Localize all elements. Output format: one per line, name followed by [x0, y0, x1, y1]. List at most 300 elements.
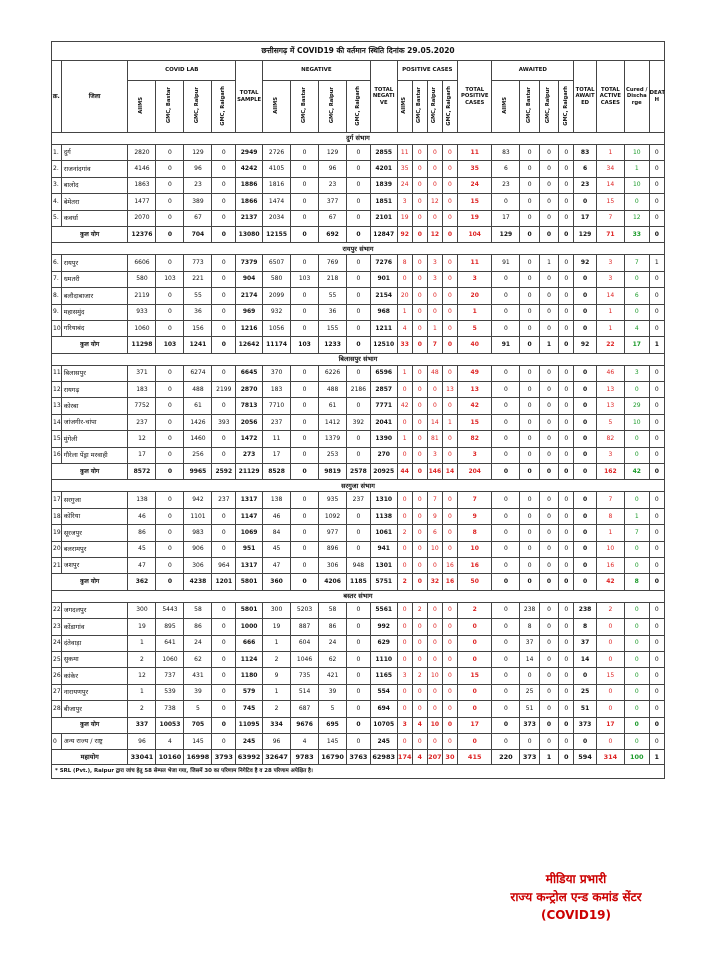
pos-raigarh-cell: 0 — [442, 668, 457, 684]
total-negative-cell: 968 — [370, 304, 397, 320]
pos-bastar-cell: 0 — [412, 733, 427, 749]
await-bastar-cell: 0 — [520, 464, 539, 480]
neg-bastar-cell: 735 — [291, 668, 319, 684]
pos-aiims-cell: 35 — [397, 161, 412, 177]
death-cell: 0 — [649, 541, 664, 557]
table-row — [52, 304, 665, 320]
district-name: कोरिया — [61, 508, 128, 524]
total-positive-cell: 11 — [457, 145, 491, 161]
division-total-row — [52, 717, 665, 733]
total-sample-cell: 1866 — [236, 194, 263, 210]
await-bastar-cell: 0 — [520, 414, 539, 430]
death-cell: 0 — [649, 398, 664, 414]
await-raigarh-cell: 0 — [559, 557, 574, 573]
lab-aiims-cell: 1477 — [128, 194, 156, 210]
pos-bastar-cell: 0 — [412, 337, 427, 353]
death-cell: 0 — [649, 288, 664, 304]
await-raigarh-cell: 0 — [559, 337, 574, 353]
death-cell: 0 — [649, 733, 664, 749]
await-aiims-cell: 0 — [492, 414, 520, 430]
pos-raigarh-cell: 0 — [442, 733, 457, 749]
total-sample-cell: 1886 — [236, 177, 263, 193]
total-active-cell: 34 — [596, 161, 624, 177]
pos-bastar-cell: 4 — [412, 717, 427, 733]
pos-raigarh-cell: 0 — [442, 194, 457, 210]
await-raipur-cell: 0 — [539, 668, 558, 684]
neg-aiims-cell: 6507 — [263, 255, 291, 271]
pos-bastar-cell: 0 — [412, 651, 427, 667]
neg-bastar-cell: 0 — [291, 304, 319, 320]
lab-bastar-cell: 0 — [156, 145, 184, 161]
table-row — [52, 431, 665, 447]
await-aiims-cell: 0 — [492, 365, 520, 381]
lab-aiims-cell: 2 — [128, 701, 156, 717]
await-raigarh-cell: 0 — [559, 684, 574, 700]
total-active-cell: 8 — [596, 508, 624, 524]
pos-aiims-cell: 8 — [397, 255, 412, 271]
serial-cell: 23. — [52, 619, 62, 635]
neg-raipur-cell: 5 — [319, 701, 347, 717]
pos-bastar-cell: 0 — [412, 288, 427, 304]
await-raipur-cell: 0 — [539, 508, 558, 524]
total-positive-cell: 20 — [457, 288, 491, 304]
total-active-cell: 2 — [596, 602, 624, 618]
table-row — [52, 684, 665, 700]
district-name: कोंडागांव — [61, 619, 128, 635]
pos-bastar-cell: 0 — [412, 492, 427, 508]
lab-aiims-cell: 45 — [128, 541, 156, 557]
pos-raigarh-cell: 13 — [442, 382, 457, 398]
neg-raigarh-cell: 0 — [347, 541, 371, 557]
lab-raigarh-cell: 0 — [212, 194, 236, 210]
pos-bastar-cell: 0 — [412, 382, 427, 398]
pos-bastar-cell: 0 — [412, 619, 427, 635]
await-raipur-cell: 0 — [539, 194, 558, 210]
pos-bastar-cell: 0 — [412, 271, 427, 287]
lab-bastar-cell: 0 — [156, 320, 184, 336]
pos-bastar-cell: 0 — [412, 447, 427, 463]
lab-raigarh-cell: 0 — [212, 684, 236, 700]
lab-bastar-cell: 0 — [156, 541, 184, 557]
lab-raipur-header: GMC, Raipur — [184, 81, 212, 133]
covid-status-sheet — [51, 41, 665, 779]
neg-bastar-cell: 0 — [291, 398, 319, 414]
death-cell: 0 — [649, 684, 664, 700]
await-bastar-cell: 0 — [520, 557, 539, 573]
lab-bastar-header: GMC, Bastar — [156, 81, 184, 133]
pos-aiims-cell: 19 — [397, 210, 412, 226]
pos-aiims-cell: 0 — [397, 733, 412, 749]
total-sample-cell: 1000 — [236, 619, 263, 635]
lab-raipur-cell: 4238 — [184, 574, 212, 590]
await-bastar-cell: 0 — [520, 525, 539, 541]
pos-raipur-cell: 7 — [427, 337, 442, 353]
death-cell: 0 — [649, 161, 664, 177]
total-active-cell: 14 — [596, 288, 624, 304]
neg-raigarh-cell: 948 — [347, 557, 371, 573]
death-cell: 1 — [649, 255, 664, 271]
neg-raigarh-cell: 0 — [347, 508, 371, 524]
death-cell: 0 — [649, 304, 664, 320]
total-awaited-cell: 0 — [574, 447, 597, 463]
pos-raigarh-cell: 0 — [442, 161, 457, 177]
total-sample-cell: 63992 — [236, 750, 263, 765]
await-aiims-cell: 0 — [492, 398, 520, 414]
table-row — [52, 414, 665, 430]
death-cell: 0 — [649, 717, 664, 733]
pos-raigarh-cell: 0 — [442, 337, 457, 353]
cured-cell: 0 — [624, 304, 649, 320]
lab-raipur-cell: 1460 — [184, 431, 212, 447]
table-row — [52, 271, 665, 287]
pos-raigarh-cell: 16 — [442, 574, 457, 590]
total-positive-cell: 10 — [457, 541, 491, 557]
serial-cell: 4. — [52, 194, 62, 210]
neg-bastar-cell: 604 — [291, 635, 319, 651]
footnote-row — [52, 765, 665, 779]
lab-aiims-cell: 183 — [128, 382, 156, 398]
pos-aiims-cell: 1 — [397, 365, 412, 381]
pos-bastar-cell: 0 — [412, 255, 427, 271]
cured-cell: 0 — [624, 271, 649, 287]
pos-raipur-cell: 207 — [427, 750, 442, 765]
total-active-cell: 17 — [596, 717, 624, 733]
death-cell: 0 — [649, 492, 664, 508]
neg-bastar-cell: 0 — [291, 145, 319, 161]
await-aiims-cell: 0 — [492, 194, 520, 210]
serial-cell: 22. — [52, 602, 62, 618]
signature-block — [476, 870, 676, 924]
total-sample-cell: 1216 — [236, 320, 263, 336]
lab-raigarh-cell: 0 — [212, 210, 236, 226]
death-cell: 0 — [649, 651, 664, 667]
cured-cell: 0 — [624, 602, 649, 618]
lab-raigarh-cell: 0 — [212, 619, 236, 635]
serial-cell: 10. — [52, 320, 62, 336]
table-row — [52, 635, 665, 651]
total-negative-cell: 1390 — [370, 431, 397, 447]
total-active-cell: 71 — [596, 226, 624, 242]
await-raigarh-cell: 0 — [559, 492, 574, 508]
district-name: सुकमा — [61, 651, 128, 667]
total-negative-cell: 270 — [370, 447, 397, 463]
death-cell: 0 — [649, 557, 664, 573]
lab-raipur-cell: 1426 — [184, 414, 212, 430]
pos-bastar-cell: 2 — [412, 668, 427, 684]
district-name: बिलासपुर — [61, 365, 128, 381]
lab-raigarh-cell: 0 — [212, 635, 236, 651]
pos-raipur-cell: 3 — [427, 447, 442, 463]
total-sample-cell: 579 — [236, 684, 263, 700]
await-bastar-cell: 0 — [520, 398, 539, 414]
lab-raigarh-cell: 393 — [212, 414, 236, 430]
lab-aiims-cell: 17 — [128, 447, 156, 463]
total-negative-cell: 1110 — [370, 651, 397, 667]
lab-bastar-cell: 4 — [156, 733, 184, 749]
negative-header: NEGATIVE — [263, 61, 371, 81]
await-bastar-cell: 0 — [520, 304, 539, 320]
neg-raigarh-cell: 0 — [347, 177, 371, 193]
await-raipur-cell: 0 — [539, 492, 558, 508]
await-aiims-cell: 0 — [492, 271, 520, 287]
pos-bastar-cell: 0 — [412, 684, 427, 700]
pos-aiims-cell: 4 — [397, 320, 412, 336]
total-active-cell: 162 — [596, 464, 624, 480]
total-active-cell: 14 — [596, 177, 624, 193]
pos-bastar-cell: 0 — [412, 161, 427, 177]
pos-bastar-cell: 0 — [412, 574, 427, 590]
lab-bastar-cell: 539 — [156, 684, 184, 700]
pos-bastar-cell: 0 — [412, 210, 427, 226]
lab-bastar-cell: 0 — [156, 365, 184, 381]
neg-raipur-cell: 23 — [319, 177, 347, 193]
total-awaited-header: TOTAL AWAIT ED — [574, 61, 597, 133]
cured-header: Cured / Discha rge — [624, 61, 649, 133]
pos-raipur-cell: 12 — [427, 194, 442, 210]
division-total-row — [52, 574, 665, 590]
await-raigarh-cell: 0 — [559, 602, 574, 618]
total-label: कुल योग — [52, 464, 128, 480]
total-label: कुल योग — [52, 226, 128, 242]
neg-raipur-cell: 488 — [319, 382, 347, 398]
district-name: रायगढ़ — [61, 382, 128, 398]
pos-raipur-cell: 0 — [427, 602, 442, 618]
total-active-cell: 0 — [596, 635, 624, 651]
await-raipur-cell: 0 — [539, 271, 558, 287]
neg-raipur-cell: 306 — [319, 557, 347, 573]
await-aiims-cell: 0 — [492, 541, 520, 557]
lab-bastar-cell: 0 — [156, 464, 184, 480]
district-name: सूरजपुर — [61, 525, 128, 541]
neg-aiims-cell: 334 — [263, 717, 291, 733]
neg-aiims-header: AIIMS — [263, 81, 291, 133]
lab-aiims-cell: 362 — [128, 574, 156, 590]
pos-raipur-cell: 0 — [427, 398, 442, 414]
neg-aiims-cell: 2 — [263, 651, 291, 667]
lab-aiims-cell: 4146 — [128, 161, 156, 177]
pos-raipur-cell: 1 — [427, 320, 442, 336]
total-awaited-cell: 51 — [574, 701, 597, 717]
await-bastar-cell: 0 — [520, 337, 539, 353]
grand-total-label: महायोग — [52, 750, 128, 765]
total-negative-cell: 5751 — [370, 574, 397, 590]
pos-aiims-cell: 0 — [397, 382, 412, 398]
lab-raigarh-cell: 0 — [212, 398, 236, 414]
neg-raigarh-cell: 0 — [347, 288, 371, 304]
total-negative-cell: 1301 — [370, 557, 397, 573]
total-positive-cell: 0 — [457, 651, 491, 667]
total-positive-cell: 0 — [457, 635, 491, 651]
positive-header: POSITIVE CASES — [397, 61, 457, 81]
neg-raipur-cell: 977 — [319, 525, 347, 541]
pos-raipur-cell: 12 — [427, 226, 442, 242]
await-raipur-cell: 0 — [539, 602, 558, 618]
total-label: कुल योग — [52, 717, 128, 733]
district-header: जिला — [61, 61, 128, 133]
neg-bastar-cell: 887 — [291, 619, 319, 635]
neg-raigarh-cell: 0 — [347, 320, 371, 336]
neg-aiims-cell: 11174 — [263, 337, 291, 353]
pos-raipur-cell: 0 — [427, 701, 442, 717]
pos-bastar-cell: 0 — [412, 635, 427, 651]
total-sample-cell: 745 — [236, 701, 263, 717]
neg-raipur-cell: 24 — [319, 635, 347, 651]
await-raigarh-cell: 0 — [559, 288, 574, 304]
total-sample-header: TOTAL SAMPLE — [236, 61, 263, 133]
total-awaited-cell: 17 — [574, 210, 597, 226]
pos-bastar-cell: 0 — [412, 464, 427, 480]
await-bastar-cell: 37 — [520, 635, 539, 651]
neg-raipur-cell: 86 — [319, 619, 347, 635]
serial-header: क्र. — [52, 61, 62, 133]
serial-cell: 2. — [52, 161, 62, 177]
await-raipur-cell: 1 — [539, 337, 558, 353]
neg-bastar-cell: 0 — [291, 255, 319, 271]
total-positive-cell: 5 — [457, 320, 491, 336]
lab-aiims-cell: 8572 — [128, 464, 156, 480]
await-raigarh-cell: 0 — [559, 668, 574, 684]
pos-raigarh-cell: 0 — [442, 602, 457, 618]
await-bastar-cell: 25 — [520, 684, 539, 700]
await-raigarh-cell: 0 — [559, 145, 574, 161]
total-negative-cell: 7276 — [370, 255, 397, 271]
total-positive-cell: 50 — [457, 574, 491, 590]
neg-bastar-cell: 1046 — [291, 651, 319, 667]
total-awaited-cell: 0 — [574, 414, 597, 430]
lab-raipur-cell: 983 — [184, 525, 212, 541]
neg-bastar-cell: 0 — [291, 194, 319, 210]
await-bastar-cell: 8 — [520, 619, 539, 635]
neg-bastar-cell: 0 — [291, 365, 319, 381]
total-positive-cell: 104 — [457, 226, 491, 242]
pos-raipur-cell: 0 — [427, 288, 442, 304]
total-negative-cell: 62983 — [370, 750, 397, 765]
total-negative-cell: 1851 — [370, 194, 397, 210]
neg-raipur-cell: 96 — [319, 161, 347, 177]
await-aiims-cell: 0 — [492, 602, 520, 618]
total-sample-cell: 21129 — [236, 464, 263, 480]
cured-cell: 0 — [624, 668, 649, 684]
lab-aiims-cell: 96 — [128, 733, 156, 749]
serial-cell: 0 — [52, 733, 62, 749]
cured-cell: 0 — [624, 382, 649, 398]
await-bastar-cell: 0 — [520, 508, 539, 524]
cured-cell: 6 — [624, 288, 649, 304]
neg-raigarh-cell: 0 — [347, 651, 371, 667]
cured-cell: 12 — [624, 210, 649, 226]
pos-raipur-cell: 0 — [427, 177, 442, 193]
total-positive-cell: 204 — [457, 464, 491, 480]
total-active-cell: 46 — [596, 365, 624, 381]
lab-raipur-cell: 67 — [184, 210, 212, 226]
pos-raigarh-cell: 0 — [442, 701, 457, 717]
total-active-cell: 22 — [596, 337, 624, 353]
pos-raigarh-cell: 0 — [442, 541, 457, 557]
serial-cell: 7. — [52, 271, 62, 287]
serial-cell: 6. — [52, 255, 62, 271]
await-bastar-cell: 0 — [520, 541, 539, 557]
pos-bastar-cell: 0 — [412, 365, 427, 381]
total-negative-cell: 901 — [370, 271, 397, 287]
neg-raipur-cell: 16790 — [319, 750, 347, 765]
lab-raigarh-cell: 0 — [212, 541, 236, 557]
await-raigarh-cell: 0 — [559, 619, 574, 635]
page-title: छत्तीसगढ़ में COVID19 की वर्तमान स्थिति दिनांक 29.05.2020 — [52, 42, 665, 61]
await-aiims-cell: 0 — [492, 684, 520, 700]
lab-raigarh-cell: 0 — [212, 525, 236, 541]
await-bastar-cell: 0 — [520, 431, 539, 447]
lab-raipur-cell: 96 — [184, 161, 212, 177]
cured-cell: 10 — [624, 177, 649, 193]
total-positive-cell: 0 — [457, 701, 491, 717]
total-negative-cell: 992 — [370, 619, 397, 635]
await-bastar-cell: 0 — [520, 365, 539, 381]
neg-bastar-cell: 0 — [291, 320, 319, 336]
lab-raigarh-cell: 2199 — [212, 382, 236, 398]
lab-raipur-cell: 306 — [184, 557, 212, 573]
pos-raipur-cell: 10 — [427, 717, 442, 733]
neg-raipur-cell: 55 — [319, 288, 347, 304]
district-name: बलरामपुर — [61, 541, 128, 557]
total-sample-cell: 7813 — [236, 398, 263, 414]
total-active-cell: 5 — [596, 414, 624, 430]
neg-aiims-cell: 580 — [263, 271, 291, 287]
await-raigarh-cell: 0 — [559, 651, 574, 667]
lab-raigarh-cell: 3793 — [212, 750, 236, 765]
neg-raipur-cell: 896 — [319, 541, 347, 557]
neg-raipur-cell: 61 — [319, 398, 347, 414]
serial-cell: 11. — [52, 365, 62, 381]
neg-bastar-cell: 0 — [291, 492, 319, 508]
neg-raigarh-cell: 0 — [347, 398, 371, 414]
lab-raipur-cell: 1241 — [184, 337, 212, 353]
await-aiims-cell: 0 — [492, 557, 520, 573]
total-negative-cell: 2154 — [370, 288, 397, 304]
pos-bastar-cell: 0 — [412, 320, 427, 336]
neg-raipur-cell: 421 — [319, 668, 347, 684]
neg-aiims-cell: 932 — [263, 304, 291, 320]
await-raipur-cell: 0 — [539, 161, 558, 177]
total-sample-cell: 11095 — [236, 717, 263, 733]
neg-bastar-cell: 0 — [291, 210, 319, 226]
pos-raipur-cell: 9 — [427, 508, 442, 524]
await-raipur-cell: 0 — [539, 651, 558, 667]
lab-raipur-cell: 906 — [184, 541, 212, 557]
division-header-row — [52, 480, 665, 492]
total-negative-cell: 2041 — [370, 414, 397, 430]
district-name: सरगुजा — [61, 492, 128, 508]
pos-aiims-cell: 20 — [397, 288, 412, 304]
await-bastar-cell: 0 — [520, 255, 539, 271]
lab-raigarh-cell: 964 — [212, 557, 236, 573]
neg-raigarh-cell: 237 — [347, 492, 371, 508]
await-raipur-cell: 0 — [539, 557, 558, 573]
district-name: जांजगीर-चांपा — [61, 414, 128, 430]
await-aiims-cell: 0 — [492, 701, 520, 717]
pos-raigarh-cell: 0 — [442, 288, 457, 304]
neg-raigarh-header: GMC, Raigarh — [347, 81, 371, 133]
division-name: बिलासपुर संभाग — [52, 353, 665, 365]
neg-raigarh-cell: 0 — [347, 226, 371, 242]
lab-aiims-cell: 580 — [128, 271, 156, 287]
lab-raigarh-cell: 0 — [212, 304, 236, 320]
table-row — [52, 398, 665, 414]
neg-bastar-cell: 0 — [291, 177, 319, 193]
neg-raigarh-cell: 0 — [347, 619, 371, 635]
total-negative-cell: 1061 — [370, 525, 397, 541]
total-positive-cell: 11 — [457, 255, 491, 271]
lab-bastar-cell: 0 — [156, 210, 184, 226]
